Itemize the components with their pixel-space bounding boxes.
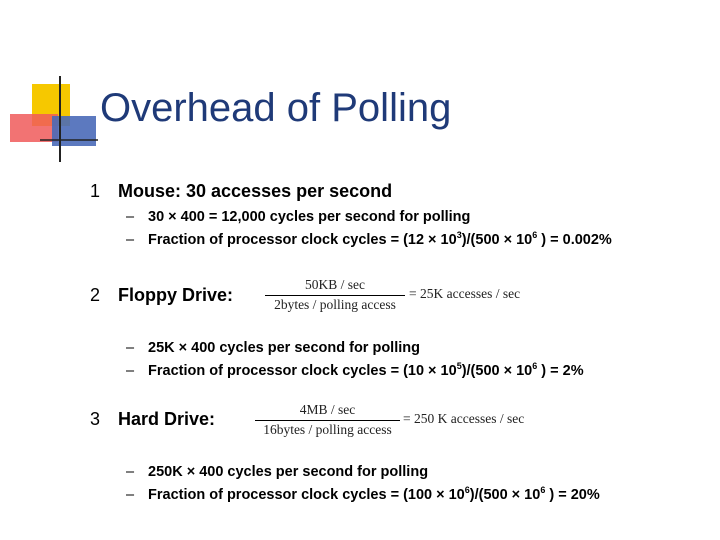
bullet-text: )/(500 × 10 <box>469 487 541 503</box>
fraction-bar <box>265 295 405 296</box>
bullet-dash: – <box>126 363 135 379</box>
exponent: 6 <box>532 230 538 241</box>
formula-fraction <box>265 277 405 313</box>
bullet-text: Fraction of processor clock cycles = (12 × 10 <box>148 232 457 248</box>
bullet-text: ) = 2% <box>537 363 584 379</box>
exponent: 6 <box>540 485 546 496</box>
bullet-text: )/(500 × 10 <box>461 363 533 379</box>
decorative-logo-icon <box>0 0 100 170</box>
exponent: 6 <box>532 361 538 372</box>
formula-denominator: 2bytes / polling access <box>274 297 396 312</box>
bullet-text: )/(500 × 10 <box>461 232 533 248</box>
bullet-text: ) = 20% <box>545 487 600 503</box>
bullet-dash: – <box>126 232 135 248</box>
section-hard-drive <box>90 409 215 430</box>
bullet-item <box>126 232 612 248</box>
section-floppy-drive <box>90 285 233 306</box>
section-number: 3 <box>90 409 101 429</box>
bullet-item <box>126 487 600 503</box>
page-title: Overhead of Polling <box>100 86 452 130</box>
formula-result: = 25K accesses / sec <box>409 286 521 301</box>
fraction-bar <box>255 420 400 421</box>
section-number: 2 <box>90 285 101 305</box>
formula-fraction <box>255 402 400 438</box>
bullet-text: Fraction of processor clock cycles = (10 × 10 <box>148 363 457 379</box>
bullet-item <box>126 363 584 379</box>
bullet-dash: – <box>126 464 135 480</box>
bullet-text: 30 × 400 = 12,000 cycles per second for polling <box>148 209 471 225</box>
bullet-dash: – <box>126 340 135 356</box>
section-number: 1 <box>90 181 101 201</box>
bullet-text: ) = 0.002% <box>537 232 612 248</box>
bullet-item <box>126 464 428 480</box>
section-mouse <box>90 181 392 202</box>
formula-denominator: 16bytes / polling access <box>263 422 392 437</box>
bullet-text: 25K × 400 cycles per second for polling <box>148 340 420 356</box>
bullet-item <box>126 340 420 356</box>
section-heading: Floppy Drive: <box>118 285 234 305</box>
section-heading: Mouse: 30 accesses per second <box>118 181 393 201</box>
exponent: 3 <box>456 230 462 241</box>
exponent: 5 <box>456 361 462 372</box>
bullet-dash: – <box>126 209 135 225</box>
bullet-text: Fraction of processor clock cycles = (100 × 10 <box>148 487 465 503</box>
section-heading: Hard Drive: <box>118 409 216 429</box>
formula-numerator: 50KB / sec <box>305 277 365 292</box>
bullet-dash: – <box>126 487 135 503</box>
bullet-item <box>126 209 470 225</box>
exponent: 6 <box>464 485 470 496</box>
bullet-text: 250K × 400 cycles per second for polling <box>148 464 429 480</box>
formula-result: = 250 K accesses / sec <box>403 411 525 426</box>
formula-numerator: 4MB / sec <box>299 402 356 417</box>
